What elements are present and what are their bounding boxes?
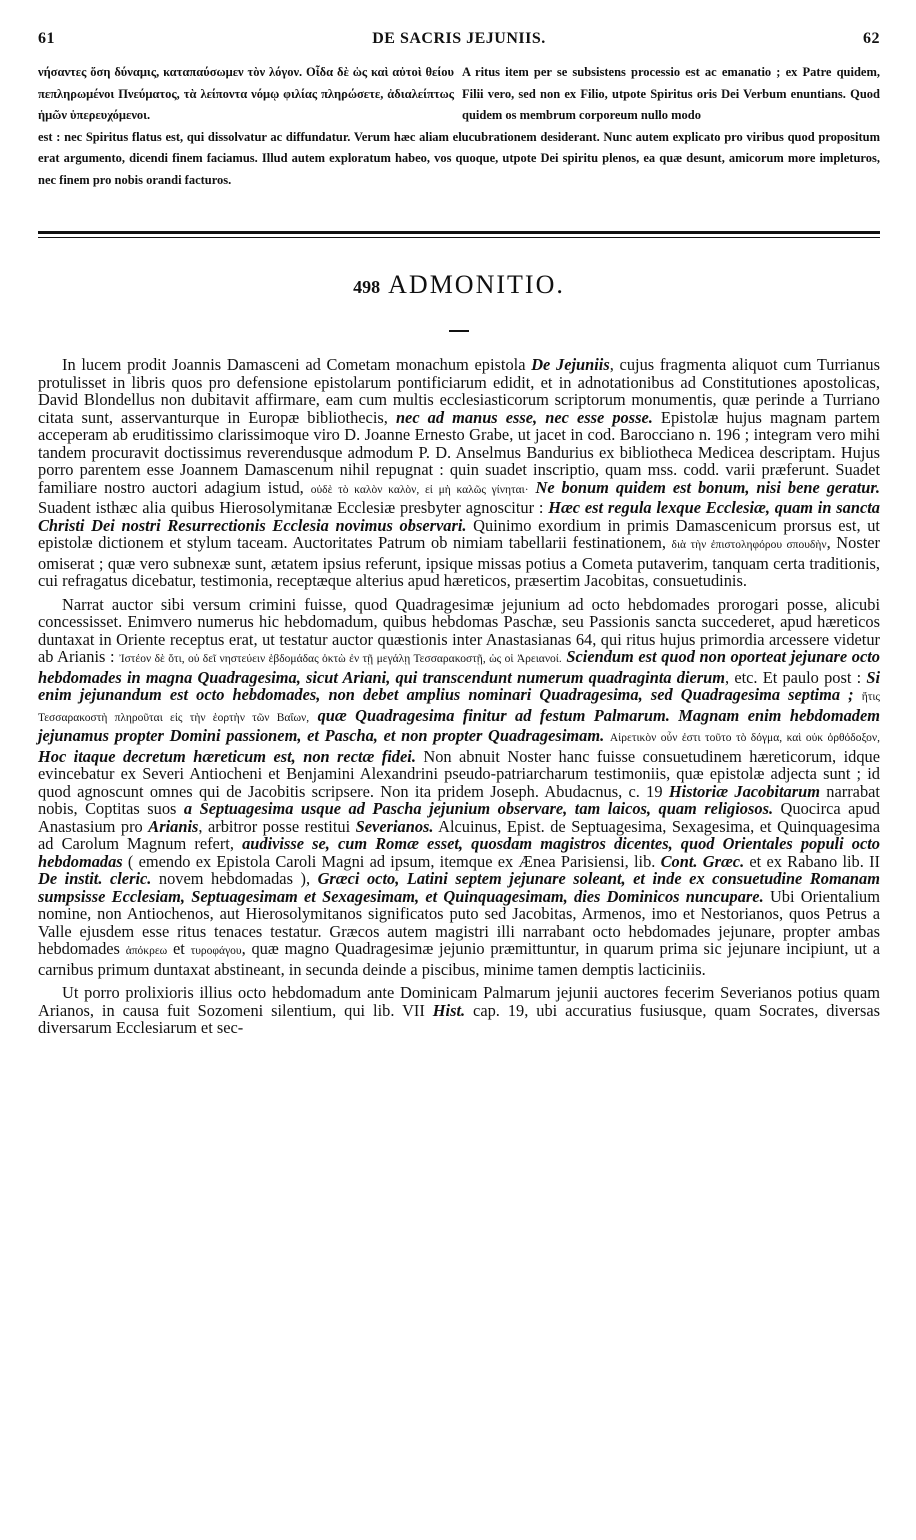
latin-column-text: ritus item per se subsistens processio est ac emanatio ; ex Patre quidem, Filii vero, sed non ex Filio, utpote Spiritus oris Dei Verbum enuntians. Quod quidem os membrum corporeum nullo modo xyxy=(462,65,880,122)
italic-run: De Jejuniis xyxy=(531,355,610,374)
text-run: , Noster omiserat ; quæ vero subnexæ sunt, ætatem ipsius referunt, ipsique missas potius a Cometa putaverim, tanquam certa traditionis, cui refragatus dicebatur, testimonia, receptæque alterius apud hæreticos, præsertim Jacobitas, consuetudinis. xyxy=(38,533,880,590)
text-run: In lucem prodit Joannis Damasceni ad Cometam monachum epistola xyxy=(62,355,532,374)
italic-run: Arianis xyxy=(148,816,199,836)
greek-run: Ἰστέον δὲ ὅτι, οὐ δεῖ νηστεύειν ἑβδομάδας ὀκτὼ ἐν τῇ μεγάλῃ Τεσσαρακοστῇ, ὡς οἱ Ἀρειανοί. xyxy=(119,653,562,665)
admonitio-body xyxy=(38,356,880,1037)
text-run: Suadent isthæc alia quibus Hierosolymitanæ Ecclesiæ presbyter agnoscitur : xyxy=(38,498,549,517)
text-run: , etc. Et paulo post : xyxy=(725,667,867,687)
section-title: ADMONITIO. xyxy=(388,270,565,299)
greek-run: διὰ τὴν ἐπιστοληφόρου σπουδὴν xyxy=(671,539,827,551)
italic-run: De instit. cleric. xyxy=(38,869,152,888)
text-run: Ut porro prolixioris illius octo hebdomadum ante Dominicam Palmarum jejunii auctores fecerim Severianos potius quam Arianos, in causa fuit Sozomeni silentium, qui lib. VII xyxy=(38,983,880,1020)
text-run: Narrat auctor sibi versum crimini fuisse, quod Quadragesimæ jejunium ad octo hebdomades prorogari posse, alicubi concessisset. Enimvero numerus hic hebdomadum, quibus hebdomas Paschæ, seu Passionis sancta succederet, apud hæreticos duntaxat in Oriente receptus erat, ut testatur auctor quæstionis inter Anastasianas 64, qui ritus hujus primordia arcessere videtur ab Arianis : xyxy=(38,594,880,666)
italic-run: nec ad manus esse, nec esse posse. xyxy=(395,407,653,427)
paragraph-2 xyxy=(38,596,880,979)
italic-run: Hoc itaque decretum hæreticum est, non rectæ fidei. xyxy=(38,746,416,766)
text-run: ( emendo ex Epistola Caroli Magni ad ipsum, itemque ex Ænea Parisiensi, lib. xyxy=(122,851,661,871)
text-run: et ex Rabano lib. II xyxy=(744,851,880,871)
text-run: , arbitror posse restitui xyxy=(198,816,356,836)
italic-run: Cont. Græc. xyxy=(660,851,745,871)
section-rule xyxy=(38,231,880,238)
text-run xyxy=(529,478,536,497)
text-run xyxy=(854,685,862,704)
italic-run: Historiæ Jacobitarum xyxy=(668,781,820,801)
text-run: Quocirca apud Anastasium pro xyxy=(38,799,880,836)
text-run: Quinimo exordium in primis Damascenicum prorsus est, ut epistolæ dictionem et stylum taceam. Auctoritates Patrum ob nimiam tabellarii festinationem, xyxy=(38,515,880,552)
italic-run: audivisse se, cum Romæ esset, quosdam magistros dicentes, quod Orientales populi octo hebdomadas xyxy=(38,834,880,871)
text-run: novem hebdomadas ), xyxy=(151,869,318,888)
italic-run: a Septuagesima usque ad Pascha jejunium observare, tam laicos, quam religiosos. xyxy=(183,799,774,818)
text-run: narrabat nobis, Coptitas suos xyxy=(38,781,880,818)
text-run: et xyxy=(167,939,191,958)
text-run xyxy=(309,706,317,725)
column-marker: A xyxy=(462,65,472,79)
italic-run: Si enim jejunandum est octo hebdomades, non debet amplius nominari Quadragesima, sed Quadragesima septima ; xyxy=(38,667,880,704)
paragraph-1 xyxy=(38,356,880,590)
greek-run: τυροφάγου xyxy=(190,945,242,957)
italic-run: Græci octo, Latini septem jejunare soleant, et inde ex consuetudine Romanam sumpsisse Ecclesiam, Septuagesimam et Sexagesimam, et Quinquagesimam, dies Dominicos nuncupare. xyxy=(38,869,880,906)
italic-run: Hist. xyxy=(432,1000,466,1020)
text-run: cap. 19, ubi accuratius fusiusque, quam Socrates, diversas diversarum Ecclesiarum et sec- xyxy=(38,1000,880,1037)
text-run: Alcuinus, Epist. de Septuagesima, Sexagesima, et Quinquagesima ad Carolum Magnum refert, xyxy=(38,816,880,853)
top-columns xyxy=(38,62,880,127)
text-run: , quæ magno Quadragesimæ jejunio præmittuntur, in quarum prima sic jejunare incipiunt, ut a carnibus primum duntaxat abstineant, in secunda deinde a piscibus, minime tamen demptis lacticiniis. xyxy=(38,939,881,979)
greek-run: οὐδὲ τὸ καλὸν καλὸν, εἰ μὴ καλῶς γίνηται· xyxy=(310,483,529,496)
text-run: Ubi Orientalium nomine, non Antiochenos, aut Hierosolymitanos significatos puto sed Jacobitas, Armenos, imo et Nestorianos, quos Petrus a Valle ejusdem esse ritus tenaces testatur. Græcos autem magistri illi narrabant octo hebdomades jejunare, propter ambas hebdomades xyxy=(38,886,880,958)
italic-run: quæ Quadragesima finitur ad festum Palmarum. Magnam enim hebdomadem jejunamus propter Domini passionem, et Pascha, et non propter Quadragesimam. xyxy=(38,705,880,745)
greek-column: νήσαντες ὅση δύναμις, καταπαύσωμεν τὸν λόγον. Οἶδα δὲ ὡς καὶ αὐτοὶ θείου πεπληρωμένοι Πνεύματος, τὰ λείποντα νόμῳ φιλίας πληρώσετε, ἀδιαλείπτως ἡμῶν ὑπερευχόμενοι. xyxy=(38,65,454,122)
left-page-number: 61 xyxy=(38,30,55,47)
greek-run: Αἱρετικὸν οὖν ἐστι τοῦτο τὸ δόγμα, καὶ οὐκ ὀρθόδοξον, xyxy=(609,732,880,744)
paragraph-3 xyxy=(38,984,880,1037)
italic-run: Hæc est regula lexque Ecclesiæ, quam in sancta Christi Dei nostri Resurrectionis Ecclesia novimus observari. xyxy=(38,498,880,535)
greek-run: ἀπόκρεω xyxy=(125,945,168,957)
italic-run: Sciendum est quod non oporteat jejunare octo hebdomades in magna Quadragesima, sicut Ariani, qui transcendunt numerum quadraginta dierum xyxy=(38,647,880,687)
right-page-number: 62 xyxy=(863,30,880,47)
page xyxy=(38,30,880,1037)
latin-continuation: est : nec Spiritus flatus est, qui dissolvatur ac diffundatur. Verum hæc aliam elucubrationem desiderant. Nunc autem explicato pro viribus quod propositum erat argumento, dicendi finem faciamus. Illud autem exploratum habeo, vos quoque, utpote Dei spiritu plenos, ea quæ desunt, amicorum more impleturos, nec finem pro nobis orandi facturos. xyxy=(38,129,880,187)
latin-column xyxy=(462,62,880,127)
section-number: 498 xyxy=(353,277,381,297)
section-heading xyxy=(38,270,880,300)
running-title: DE SACRIS JEJUNIIS. xyxy=(372,30,546,47)
running-head xyxy=(38,30,880,56)
title-dash xyxy=(449,330,469,332)
greek-run: ἥτις Τεσσαρακοστὴ πληροῦται εἰς τὴν ἑορτὴν τῶν Βαΐων, xyxy=(38,691,880,724)
text-run: Non abnuit Noster hanc fuisse consuetudinem hæreticorum, idque evincebatur ex Severi Antiocheni et Benjamini Alexandrini pseudo-patriarcharum testimoniis, quæ epistolæ adjecta sunt ; id quod agnoscunt omnes qui de Jacobitis scripsere. Non ita pridem Joseph. Abudacnus, c. 19 xyxy=(38,746,880,801)
italic-run: Ne bonum quidem est bonum, nisi bene geratur. xyxy=(535,477,880,497)
text-run: , cujus fragmenta aliquot cum Turrianus protulisset in libris quos pro defensione epistolarum pontificiarum edidit, et in adnotationibus ad Constitutiones apostolicas, David Blondellus non dubitavit affirmare, eam cum multis ecclesiasticorum scriptorum monumentis, quæ perinde a Turriano citata sunt, asservanturque in Europæ bibliothecis, xyxy=(38,355,880,427)
italic-run: Severianos. xyxy=(355,816,434,836)
text-run: Epistolæ hujus magnam partem acceperam ab eruditissimo clarissimoque viro D. Joanne Ernesto Grabe, ut jacet in cod. Barocciano n. 196 ; integram vero mihi tandem procuravit doctissimus reverendusque admodum P. D. Anselmus Bandurius ex bibliotheca Medicea descriptam. Hujus porro parentem esse Joannem Damascenum nihil repugnat : quin suadet inscriptio, quam mss. codd. varii præferunt. Suadet familiare nostro auctori adagium istud, xyxy=(38,407,880,497)
